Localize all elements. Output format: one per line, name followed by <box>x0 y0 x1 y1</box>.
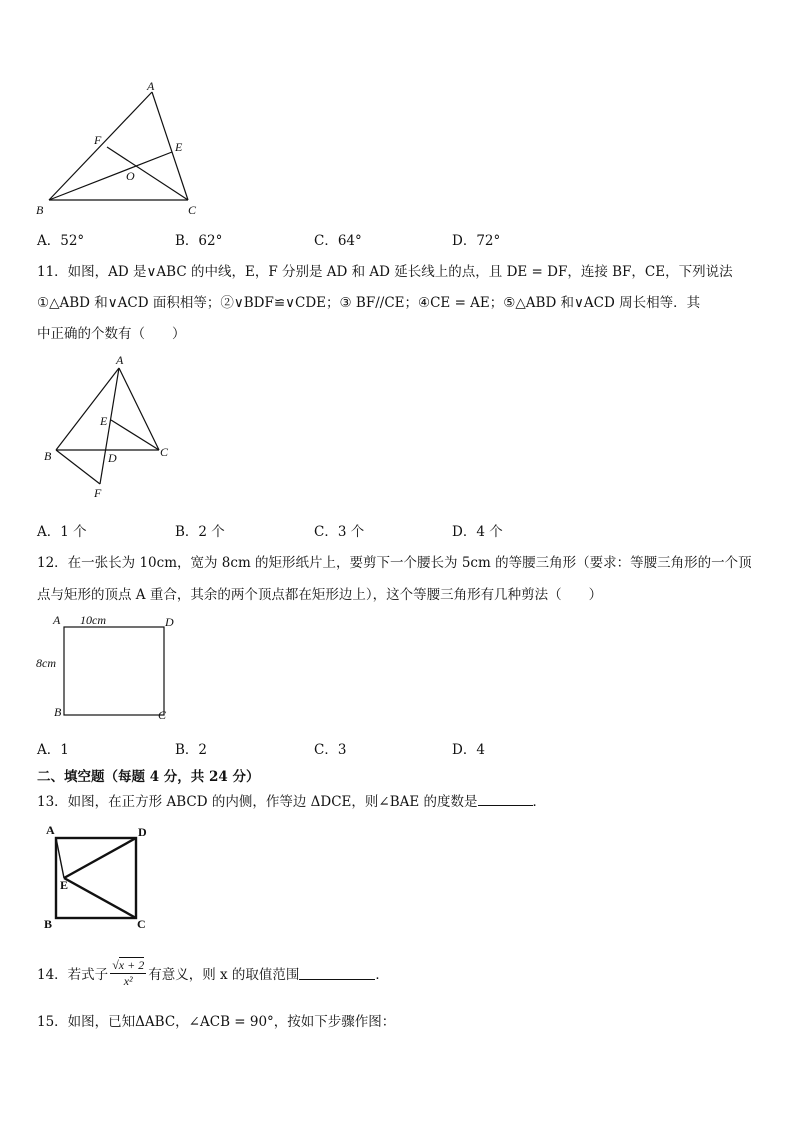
q10-seg-AC <box>152 92 188 200</box>
q12-figure <box>34 612 184 722</box>
q11-label-B: B <box>44 449 52 463</box>
q11-label-F: F <box>94 486 102 500</box>
q13-seg-CE <box>64 878 136 918</box>
q11-text-line1: 11．如图，AD 是∨ABC 的中线，E，F 分别是 AD 和 AD 延长线上的点，且 DE = DF，连接 BF，CE，下列说法 <box>37 264 733 280</box>
q11-option-c[interactable]: C．3 个 <box>314 524 365 540</box>
q12-option-b[interactable]: B．2 <box>175 742 208 758</box>
q11-option-b[interactable]: B．2 个 <box>175 524 225 540</box>
q11-figure <box>38 352 178 502</box>
q14-numerator: x + 2 <box>118 957 145 972</box>
q12-option-d[interactable]: D．4 <box>452 742 485 758</box>
q11-option-a[interactable]: A．1 个 <box>37 524 87 540</box>
q10-option-c[interactable]: C．64° <box>314 233 362 249</box>
q13-figure <box>36 818 166 938</box>
q15-text: 15．如图，已知ΔABC，∠ACB = 90°，按如下步骤作图： <box>37 1014 396 1030</box>
q14-text-middle: 有意义，则 x 的取值范围 <box>148 967 300 983</box>
q14-denominator: x² <box>123 973 133 988</box>
q10-seg-BE <box>49 152 172 200</box>
q10-label-O: O <box>126 169 135 183</box>
q12-option-a[interactable]: A．1 <box>37 742 69 758</box>
q11-text-line2: ①△ABD 和∨ACD 面积相等；②∨BDF≌∨CDE；③ BF//CE；④CE = AE；⑤△ABD 和∨ACD 周长相等．其 <box>37 295 701 311</box>
q10-seg-CF <box>107 147 188 200</box>
q13-label-D: D <box>138 825 147 839</box>
q10-label-F: F <box>94 133 102 147</box>
q12-label-height: 8cm <box>36 656 56 670</box>
q11-label-D: D <box>108 451 117 465</box>
q12-text-line2: 点与矩形的顶点 A 重合，其余的两个顶点都在矩形边上），这个等腰三角形有几种剪法（ ） <box>37 587 603 603</box>
q10-label-C: C <box>188 203 197 217</box>
q12-option-c[interactable]: C．3 <box>314 742 347 758</box>
q14-text-before: 14．若式子 <box>37 967 109 983</box>
q12-label-A: A <box>53 613 61 627</box>
q11-option-d[interactable]: D．4 个 <box>452 524 503 540</box>
q11-text-line3: 中正确的个数有（ ） <box>37 326 186 342</box>
q13-label-A: A <box>46 823 55 837</box>
q13-label-E: E <box>60 878 69 892</box>
q10-figure <box>30 78 210 220</box>
q12-label-B: B <box>54 705 62 719</box>
q10-label-A: A <box>147 79 155 93</box>
q10-option-a[interactable]: A．52° <box>37 233 85 249</box>
q13-text-before: 13．如图，在正方形 ABCD 的内侧，作等边 ΔDCE，则∠BAE 的度数是 <box>37 794 478 810</box>
q14-answer-blank[interactable] <box>299 967 375 980</box>
q11-label-A: A <box>116 353 124 367</box>
q14-text <box>37 955 389 991</box>
q13-text-after: ． <box>532 794 547 810</box>
q10-options <box>37 229 737 249</box>
section-title-fill-in: 二、填空题（每题 4 分，共 24 分） <box>37 769 260 785</box>
q12-label-width: 10cm <box>80 613 106 627</box>
q10-label-E: E <box>175 140 183 154</box>
q11-seg-AB <box>56 368 119 450</box>
q14-fraction: $\frac{√x + 2}{\text{x²}}$ <box>112 957 145 988</box>
q14-text-after: ． <box>375 967 389 983</box>
q11-label-C: C <box>160 445 169 459</box>
q11-seg-BF <box>56 450 100 484</box>
q12-label-D: D <box>165 615 174 629</box>
q13-label-B: B <box>44 917 53 931</box>
q10-option-d[interactable]: D．72° <box>452 233 501 249</box>
q11-label-E: E <box>100 414 108 428</box>
q10-label-B: B <box>36 203 44 217</box>
q10-option-b[interactable]: B．62° <box>175 233 223 249</box>
q12-rectangle <box>64 627 164 715</box>
q12-label-C: C <box>158 708 167 722</box>
q12-options <box>37 738 737 758</box>
q13-seg-DE <box>64 838 136 878</box>
q11-options <box>37 520 737 540</box>
q13-label-C: C <box>137 917 146 931</box>
q13-answer-blank[interactable] <box>478 793 533 806</box>
q12-text-line1: 12．在一张长为 10cm，宽为 8cm 的矩形纸片上，要剪下一个腰长为 5cm 的等腰三角形（要求：等腰三角形的一个顶 <box>37 555 752 571</box>
q13-text <box>37 790 546 810</box>
